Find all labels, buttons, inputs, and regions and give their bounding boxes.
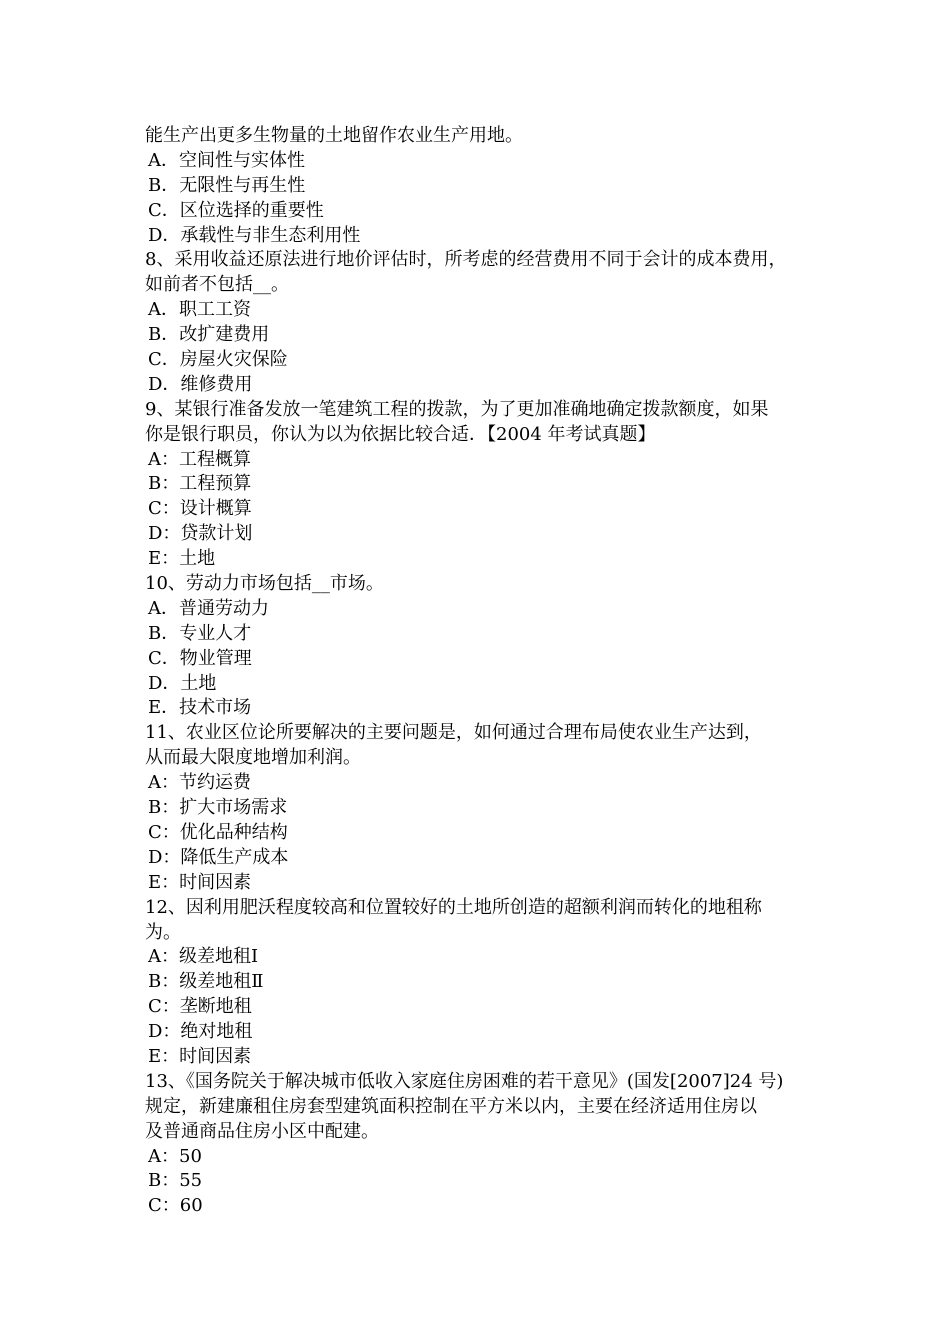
answer-option: C．房屋火灾保险 bbox=[148, 349, 288, 371]
answer-option: B：55 bbox=[148, 1170, 203, 1192]
answer-option: A．普通劳动力 bbox=[148, 597, 269, 619]
answer-option: D．土地 bbox=[148, 672, 217, 694]
question-text-line: 11、农业区位论所要解决的主要问题是，如何通过合理布局使农业生产达到， bbox=[145, 722, 762, 744]
answer-option: E．技术市场 bbox=[148, 697, 252, 719]
question-text-line: 能生产出更多生物量的土地留作农业生产用地。 bbox=[145, 125, 523, 146]
answer-option: E：时间因素 bbox=[148, 1045, 252, 1067]
question-text-line: 及普通商品住房小区中配建。 bbox=[145, 1120, 379, 1142]
answer-option: A．空间性与实体性 bbox=[148, 149, 305, 171]
answer-option: D：降低生产成本 bbox=[148, 846, 289, 868]
answer-option: C：设计概算 bbox=[148, 498, 252, 520]
document-body bbox=[145, 124, 825, 1219]
question-text-line: 8、采用收益还原法进行地价评估时，所考虑的经营费用不同于会计的成本费用， bbox=[145, 249, 787, 271]
answer-option: C．物业管理 bbox=[148, 647, 252, 669]
answer-option: D：绝对地租 bbox=[148, 1021, 253, 1043]
answer-option: C．区位选择的重要性 bbox=[148, 199, 324, 221]
question-text-line: 10、劳动力市场包括__市场。 bbox=[145, 573, 384, 595]
question-text-line: 9、某银行准备发放一笔建筑工程的拨款，为了更加准确地确定拨款额度，如果 bbox=[145, 398, 769, 420]
question-text-line: 13、《国务院关于解决城市低收入家庭住房困难的若干意见》(国发[2007]24 号) bbox=[145, 1070, 784, 1092]
question-text-line: 为。 bbox=[145, 921, 181, 943]
question-text-line: 你是银行职员，你认为以为依据比较合适．【2004 年考试真题】 bbox=[145, 423, 656, 445]
question-text-line: 如前者不包括__。 bbox=[145, 274, 289, 296]
answer-option: D．承载性与非生态利用性 bbox=[148, 224, 361, 246]
answer-option: C：优化品种结构 bbox=[148, 821, 288, 843]
question-text-line: 规定，新建廉租住房套型建筑面积控制在平方米以内，主要在经济适用住房以 bbox=[145, 1095, 757, 1117]
answer-option: A：工程概算 bbox=[148, 448, 251, 470]
answer-option: C：垄断地租 bbox=[148, 996, 252, 1018]
answer-option: B．专业人才 bbox=[148, 622, 252, 644]
answer-option: A：节约运费 bbox=[148, 772, 251, 794]
answer-option: B：扩大市场需求 bbox=[148, 797, 288, 819]
answer-option: B．改扩建费用 bbox=[148, 324, 270, 346]
answer-option: D．维修费用 bbox=[148, 373, 253, 395]
answer-option: A．职工工资 bbox=[148, 299, 251, 321]
answer-option: E：土地 bbox=[148, 548, 216, 570]
answer-option: B：工程预算 bbox=[148, 473, 252, 495]
answer-option: D：贷款计划 bbox=[148, 523, 253, 545]
answer-option: C：60 bbox=[148, 1195, 203, 1217]
question-text-line: 从而最大限度地增加利润。 bbox=[145, 747, 361, 769]
answer-option: B：级差地租Ⅱ bbox=[148, 971, 264, 993]
answer-option: A：级差地租Ⅰ bbox=[148, 946, 259, 968]
answer-option: B．无限性与再生性 bbox=[148, 174, 306, 196]
answer-option: E：时间因素 bbox=[148, 871, 252, 893]
question-text-line: 12、因利用肥沃程度较高和位置较好的土地所创造的超额利润而转化的地租称 bbox=[145, 896, 762, 918]
answer-option: A：50 bbox=[148, 1145, 202, 1167]
